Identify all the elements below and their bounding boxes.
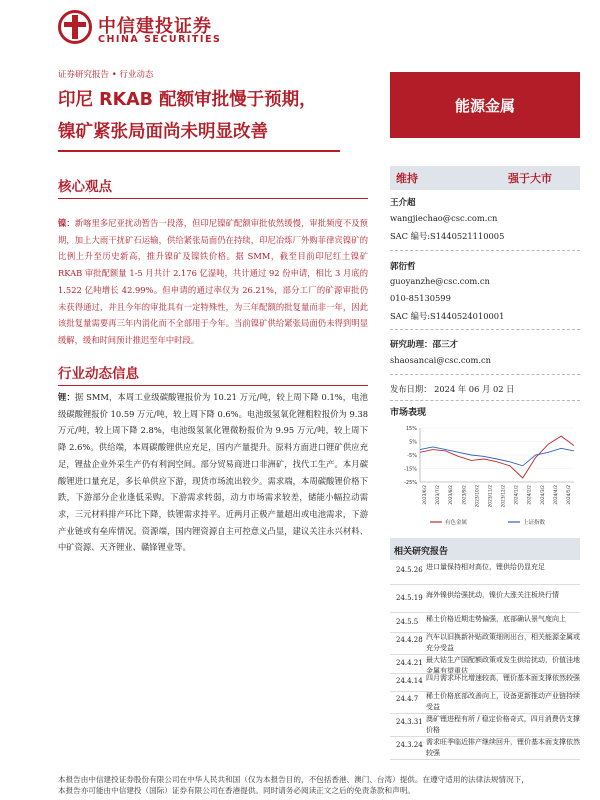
related-report-title[interactable]: 需求旺季临近排产继续回升，锂价基本面支撑依然较强 [426, 738, 580, 757]
related-report-title[interactable]: 汽车以旧换新补贴政策细则出台，相关能源金属或充分受益 [426, 633, 580, 652]
related-report-title[interactable]: 稀土价格近期走势偏强，底部确认景气度向上 [426, 615, 566, 623]
chart-y-tick-label: 15% [405, 426, 417, 432]
chart-y-tick-label: 5% [409, 439, 417, 446]
related-report-title[interactable]: 进口量保持相对高位，锂供给仍显充足 [426, 563, 545, 571]
chart-legend-label: 有色金属 [445, 520, 468, 526]
related-report-date: 24.5.5 [396, 618, 419, 626]
related-report-title[interactable]: 四月需求环比增速较高，锂价基本面支撑依然较强 [426, 674, 580, 682]
chart-x-tick-label: 2024/3/2 [540, 485, 546, 505]
report-title-line-1: 印尼 RKAB 配额审批慢于预期， [58, 90, 317, 110]
assistant-divider [390, 374, 580, 375]
analyst-1-sac: SAC 编号:S1440521110005 [390, 231, 505, 241]
chart-x-tick-label: 2024/4/2 [553, 485, 559, 505]
analyst-divider [390, 329, 580, 330]
market-performance-chart [390, 420, 580, 532]
chart-x-tick-label: 2023/12/2 [501, 485, 507, 508]
chart-series-line-nonferrous [420, 436, 574, 478]
chart-x-tick-label: 2023/6/2 [423, 485, 428, 505]
related-report-date: 24.3.31 [396, 718, 423, 726]
chart-x-tick-label: 2024/2/2 [527, 485, 533, 505]
analyst-1-name: 王介超 [390, 198, 416, 208]
disclaimer-line-1: 本报告由中信建投证券股份有限公司在中华人民共和国（仅为本报告目的，不包括香港、澳门、台湾）提供。在遵守适用的法律法规情况下， [58, 775, 529, 784]
chart-x-tick-label: 2023/10/2 [475, 485, 481, 508]
core-view-rule [58, 198, 368, 199]
core-view-heading: 核心观点 [58, 179, 112, 195]
related-report-title[interactable]: 海外镍供给强扰动，镍价大涨关注板块行情 [426, 591, 559, 599]
related-report-date: 24.4.14 [396, 677, 423, 685]
industry-news-paragraph [58, 389, 368, 556]
chart-y-tick-label: -15% [404, 466, 417, 473]
related-report-divider [390, 612, 580, 613]
related-report-title[interactable]: 最大钴生产国配额政策或发生供给扰动，价值洼地金属有望重估 [426, 656, 580, 675]
related-report-date: 24.5.26 [396, 566, 423, 574]
related-report-title[interactable]: 稀土价格底部改善向上，设备更新推动产业链持续受益 [426, 692, 580, 711]
assistant-email[interactable]: shaosancai@csc.com.cn [390, 355, 491, 365]
chart-x-tick-label: 2024/1/2 [514, 485, 520, 505]
rating-value: 强于大市 [508, 172, 552, 185]
related-report-date: 24.5.19 [396, 594, 423, 602]
related-report-date: 24.4.28 [396, 636, 423, 644]
related-research-heading: 相关研究报告 [394, 547, 449, 557]
analyst-2-phone: 010-85130599 [390, 293, 451, 303]
disclaimer-footer [58, 774, 598, 796]
core-view-lead: 镍： [58, 218, 75, 228]
analyst-1-email[interactable]: wangjiechao@csc.com.cn [390, 213, 498, 223]
core-view-text: 新喀里多尼亚扰动暂告一段落，但印尼镍矿配额审批依然缓慢，审批频度不及预期，加上大雨干扰矿石运输，供给紧张局面仍在持续，印尼冶炼厂外购菲律宾镍矿的比例上升至历史新高，推升镍矿及镍铁价格。据 SMM，截至目前印尼红土镍矿 RKAB 审批配额量 1-5 月共计 2.176 亿湿吨，共计通过 92 份申请，相比 3 月底的 1.522 亿吨增长 42.99%。但申请的通过率仅为 26.21%，部分工厂的矿源审批仍未获得通过，并且今年的审批具有一定特殊性，为三年配额的批复量而非一年，因此该批复量需要再三年内消化而不全部用于今年。当前镍矿供给紧张局面仍未得到明显缓解，缓和时间预计推迟至年中时段。 [58, 218, 368, 345]
publish-date: 发布日期： 2024 年 06 月 02 日 [390, 384, 515, 394]
chart-series-line-sse-index [420, 447, 574, 466]
breadcrumb: 证券研究报告 • 行业动态 [58, 70, 154, 80]
report-title-line-2: 镍矿紧张局面尚未明显改善 [58, 122, 268, 142]
chart-x-tick-label: 2023/9/2 [462, 485, 468, 505]
industry-news-lead: 锂： [58, 392, 75, 402]
china-securities-logo-icon [58, 10, 92, 44]
analyst-2-sac: SAC 编号:S1440524010001 [390, 311, 505, 321]
logo-chinese-name: 中信建投证券 [98, 16, 212, 37]
related-report-title[interactable]: 澳矿锂进程有所 / 稳定价格奇式，四月消费仍支撑价格 [426, 715, 580, 734]
sector-badge: 能源金属 [390, 72, 580, 138]
chart-x-tick-label: 2024/5/2 [567, 485, 572, 505]
disclaimer-line-2: 本报告亦可能由中信建投（国际）证券有限公司在香港提供。同时请务必阅读正文之后的免责条款和声明。 [58, 786, 415, 795]
assistant-title: 研究助理：邵三才 [390, 340, 459, 350]
chart-x-tick-label: 2023/11/2 [488, 485, 494, 508]
core-view-paragraph [58, 215, 368, 349]
related-report-divider [390, 584, 580, 585]
analyst-2-email[interactable]: guoyanzhe@csc.com.cn [390, 276, 490, 286]
chart-legend-label: 上证指数 [523, 520, 546, 526]
related-report-date: 24.4.21 [396, 659, 423, 667]
industry-news-rule [58, 385, 368, 386]
title-underline [58, 150, 340, 152]
analyst-2-name: 郭衍哲 [390, 262, 416, 272]
related-report-divider [390, 759, 580, 760]
rating-action: 维持 [396, 172, 418, 185]
industry-news-text: 据 SMM，本周工业级碳酸锂报价为 10.21 万元/吨，较上周下降 0.1%，电池级碳酸锂报价 10.59 万元/吨，较上周下降 0.6%。电池级氢氧化锂粗粒报价为 9.38 万元/吨，较上周下降 2.8%，电池级氢氧化锂微粉报价为 9.95 万元/吨，较上周下降 2.6%。供给端，本周碳酸锂供应充足，国内产量提升。原料方面进口锂矿供应充足，锂盐企业外采生产仍有利润空间。部分贸易商进口非洲矿，找代工生产。本月碳酸锂进口量充足，多长单供应下游，现货市场流出较少。需求端，本周碳酸锂价格下跌，下游部分企业逢低采购。下游需求转弱，动力市场需求较差，储能小幅拉动需求，三元材料排产环比下降，铁锂需求持平。近两月正极产量超出或电池需求，下游产业链或有垒库情况。资源端，国内锂资源自主可控意义凸显，建议关注永兴材料、中矿资源、天齐锂业、赣锋锂业等。 [58, 392, 368, 553]
date-divider [390, 400, 580, 401]
related-report-date: 24.3.24 [396, 741, 423, 749]
logo-english-name: CHINA SECURITIES [98, 34, 222, 45]
market-performance-heading: 市场表现 [390, 408, 427, 418]
chart-y-tick-label: -5% [407, 453, 417, 459]
industry-news-heading: 行业动态信息 [58, 366, 139, 382]
related-report-date: 24.4.7 [396, 695, 419, 703]
analyst-divider [390, 250, 580, 251]
chart-x-tick-label: 2023/8/2 [449, 485, 455, 505]
chart-y-tick-label: -25% [404, 480, 417, 486]
chart-x-tick-label: 2023/7/2 [436, 485, 442, 505]
